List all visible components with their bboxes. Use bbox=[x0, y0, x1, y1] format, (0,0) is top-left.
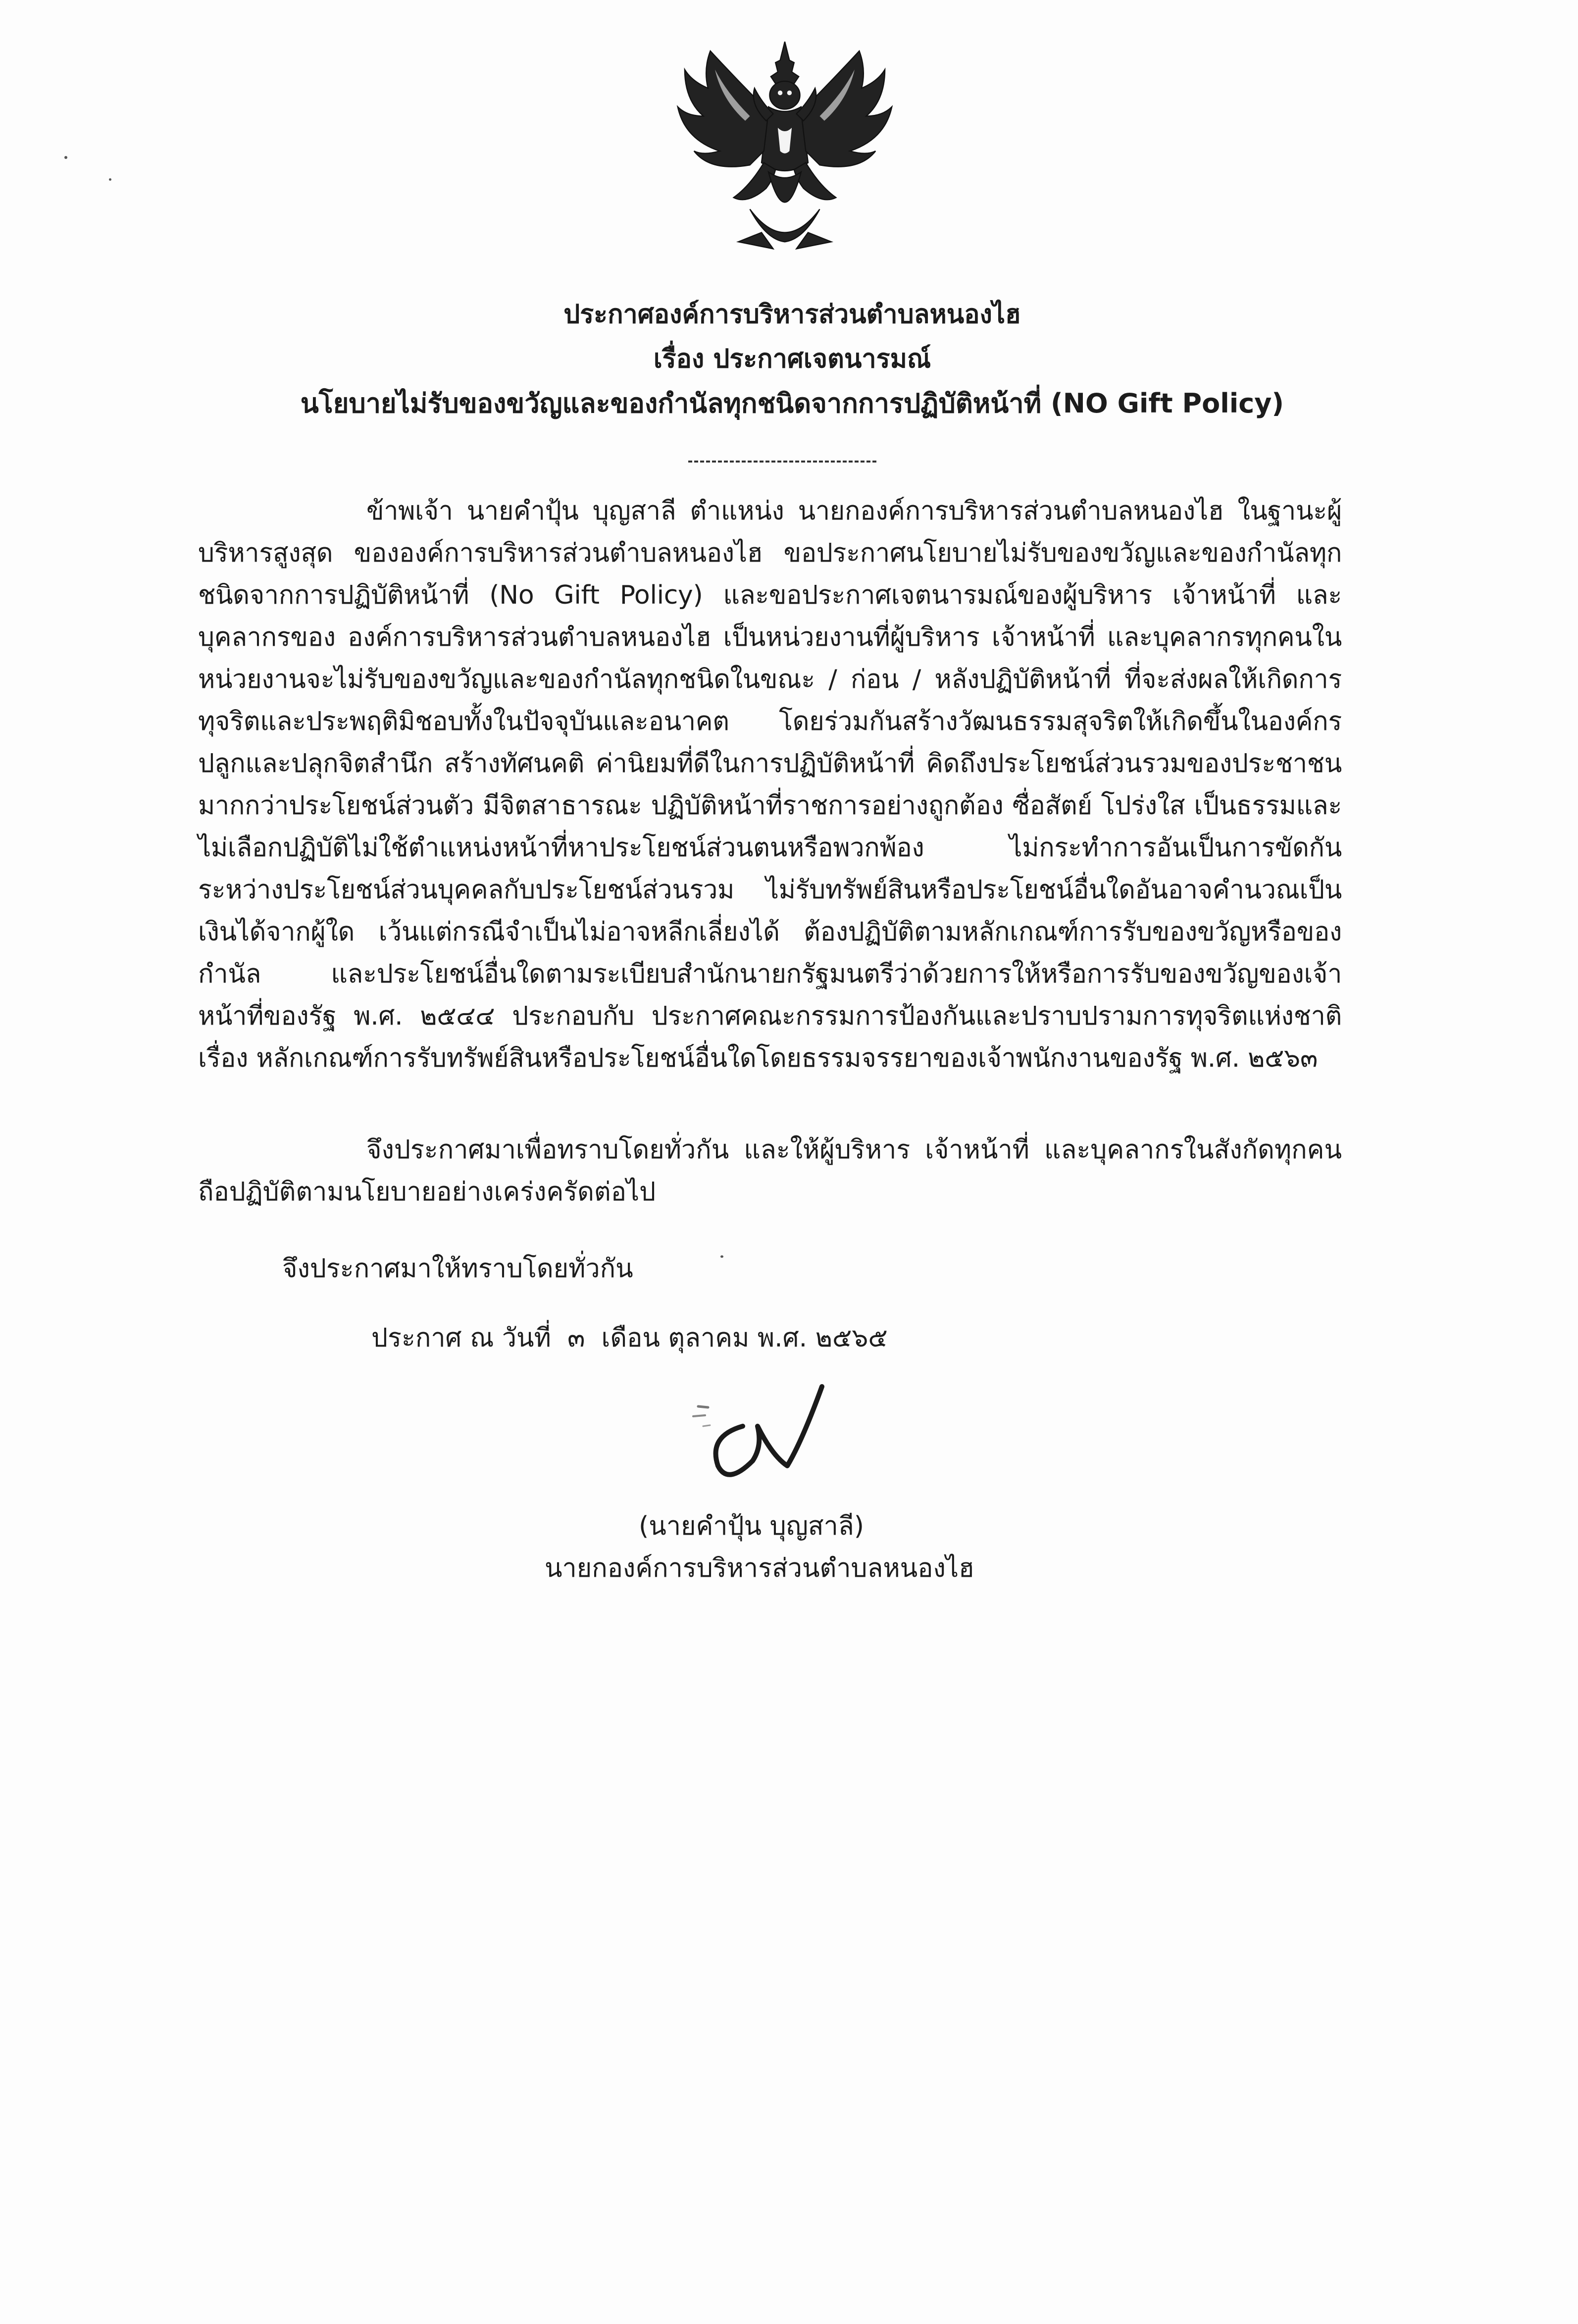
body-paragraph-2: จึงประกาศมาเพื่อทราบโดยทั่วกัน และให้ผู้บริหาร เจ้าหน้าที่ และบุคลากรในสังกัดทุกคนถือปฏิบัติตามนโยบายอย่างเคร่งครัดต่อไป bbox=[198, 1135, 1342, 1207]
body-paragraph-1: ข้าพเจ้า นายคำปุ้น บุญสาลี ตำแหน่ง นายกองค์การบริหารส่วนตำบลหนองไฮ ในฐานะผู้บริหารสูงสุด ขององค์การบริหารส่วนตำบลหนองไฮ ขอประกาศนโยบายไม่รับของขวัญและของกำนัลทุกชนิดจากการปฏิบัติหน้าที่ (No Gift Policy) และขอประกาศเจตนารมณ์ของผู้บริหาร เจ้าหน้าที่ และบุคลากรของ องค์การบริหารส่วนตำบลหนองไฮ เป็นหน่วยงานที่ผู้บริหาร เจ้าหน้าที่ และบุคลากรทุกคนในหน่วยงานจะไม่รับของขวัญและของกำนัลทุกชนิดในขณะ / ก่อน / หลังปฏิบัติหน้าที่ ที่จะส่งผลให้เกิดการทุจริตและประพฤติมิชอบทั้งในปัจจุบันและอนาคต โดยร่วมกันสร้างวัฒนธรรมสุจริตให้เกิดขึ้นในองค์กรปลูกและปลุกจิตสำนึก สร้างทัศนคติ ค่านิยมที่ดีในการปฏิบัติหน้าที่ คิดถึงประโยชน์ส่วนรวมของประชาชนมากกว่าประโยชน์ส่วนตัว มีจิตสาธารณะ ปฏิบัติหน้าที่ราชการอย่างถูกต้อง ซื่อสัตย์ โปร่งใส เป็นธรรมและไม่เลือกปฏิบัติไม่ใช้ตำแหน่งหน้าที่หาประโยชน์ส่วนตนหรือพวกพ้อง ไม่กระทำการอันเป็นการขัดกันระหว่างประโยชน์ส่วนบุคคลกับประโยชน์ส่วนรวม ไม่รับทรัพย์สินหรือประโยชน์อื่นใดอันอาจคำนวณเป็นเงินได้จากผู้ใด เว้นแต่กรณีจำเป็นไม่อาจหลีกเลี่ยงได้ ต้องปฏิบัติตามหลักเกณฑ์การรับของขวัญหรือของกำนัล และประโยชน์อื่นใดตามระเบียบสำนักนายกรัฐมนตรีว่าด้วยการให้หรือการรับของขวัญของเจ้าหน้าที่ของรัฐ พ.ศ. ๒๕๔๔ ประกอบกับ ประกาศคณะกรรมการป้องกันและปราบปรามการทุจริตแห่งชาติ เรื่อง หลักเกณฑ์การรับทรัพย์สินหรือประโยชน์อื่นใดโดยธรรมจรรยาของเจ้าพนักงานของรัฐ พ.ศ. ๒๕๖๓ bbox=[198, 496, 1342, 1073]
document-header bbox=[198, 292, 1386, 426]
signer-title: นายกองค์การบริหารส่วนตำบลหนองไฮ bbox=[545, 1553, 974, 1583]
garuda-emblem-icon bbox=[668, 35, 901, 267]
header-divider bbox=[688, 461, 876, 463]
scan-speck bbox=[109, 178, 111, 181]
header-line-1: ประกาศองค์การบริหารส่วนตำบลหนองไฮ bbox=[563, 300, 1021, 329]
scan-speck bbox=[720, 1255, 723, 1258]
date-line: ประกาศ ณ วันที่ ๓ เดือน ตุลาคม พ.ศ. ๒๕๖๕ bbox=[371, 1323, 888, 1353]
signer-name: (นายคำปุ้น บุญสาลี) bbox=[639, 1511, 864, 1541]
announcement-line: จึงประกาศมาให้ทราบโดยทั่วกัน bbox=[282, 1254, 633, 1284]
header-line-2: เรื่อง ประกาศเจตนารมณ์ bbox=[653, 344, 931, 374]
handwritten-signature bbox=[688, 1367, 866, 1496]
header-line-3: นโยบายไม่รับของขวัญและของกำนัลทุกชนิดจากการปฏิบัติหน้าที่ (NO Gift Policy) bbox=[300, 388, 1284, 419]
scan-speck bbox=[64, 156, 67, 159]
